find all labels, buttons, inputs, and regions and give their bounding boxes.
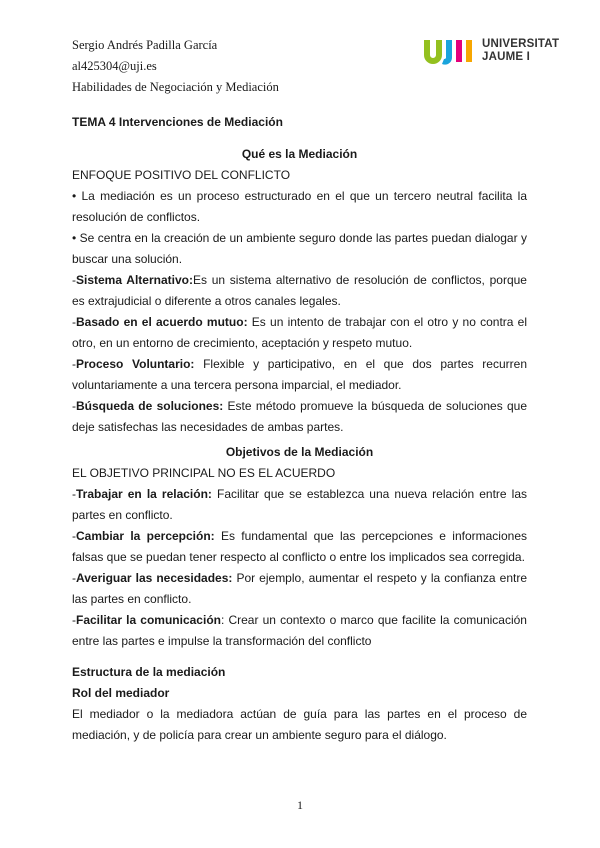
logo-line-1: UNIVERSITAT <box>482 38 560 50</box>
definition-text: Este método promueve la búsqueda de soluciones que deje satisfechas las necesidades de ambas partes. <box>72 399 527 434</box>
definition-item: -Búsqueda de soluciones: Este método promueve la búsqueda de soluciones que deje satisfechas las necesidades de ambas partes. <box>72 399 527 434</box>
page-number: 1 <box>297 798 303 812</box>
objective-item: -Facilitar la comunicación: Crear un contexto o marco que facilite la comunicación entre las partes e impulse la transformación del conflicto <box>72 613 527 648</box>
definition-item: -Sistema Alternativo:Es un sistema alternativo de resolución de conflictos, porque es extrajudicial o diferente a otros canales legales. <box>72 273 527 308</box>
mediator-role-paragraph: El mediador o la mediadora actúan de guía para las partes en el proceso de mediación, y de policía para crear un ambiente seguro para el diálogo. <box>72 707 527 742</box>
objective-text: Es fundamental que las percepciones e informaciones falsas que se puedan tener respecto al conflicto o entre los implicados sea corregida. <box>72 529 527 564</box>
definition-term: Sistema Alternativo: <box>76 273 193 287</box>
objective-text: Facilitar que se establezca una nueva relación entre las partes en conflicto. <box>72 487 527 522</box>
document-body <box>72 114 527 746</box>
section-heading-structure: Estructura de la mediación <box>72 665 226 679</box>
objective-term: Facilitar la comunicación <box>76 613 221 627</box>
bullet-paragraph: • Se centra en la creación de un ambiente seguro donde las partes puedan dialogar y buscar una solución. <box>72 231 527 266</box>
section-subheading: ENFOQUE POSITIVO DEL CONFLICTO <box>72 168 291 182</box>
definition-item: -Proceso Voluntario: Flexible y participativo, en el que dos partes recurren voluntariamente a una tercera persona imparcial, el mediador. <box>72 357 527 392</box>
objective-item: -Trabajar en la relación: Facilitar que se establezca una nueva relación entre las partes en conflicto. <box>72 487 527 522</box>
bullet-paragraph: • La mediación es un proceso estructurado en el que un tercero neutral facilita la resolución de conflictos. <box>72 189 527 224</box>
objective-term: Averiguar las necesidades: <box>76 571 233 585</box>
author-email: al425304@uji.es <box>72 59 157 73</box>
objective-term: Cambiar la percepción: <box>76 529 215 543</box>
objective-item: -Cambiar la percepción: Es fundamental que las percepciones e informaciones falsas que se puedan tener respecto al conflicto o entre los implicados sea corregida. <box>72 529 527 564</box>
university-logo <box>422 36 572 68</box>
subsection-heading-mediator-role: Rol del mediador <box>72 686 170 700</box>
svg-text:UJI: UJI <box>422 36 424 37</box>
definition-term: Basado en el acuerdo mutuo: <box>76 315 248 329</box>
course-name: Habilidades de Negociación y Mediación <box>72 80 279 94</box>
definition-text: Flexible y participativo, en el que dos partes recurren voluntariamente a una tercera persona imparcial, el mediador. <box>72 357 527 392</box>
author-name: Sergio Andrés Padilla García <box>72 38 218 52</box>
logo-wordmark <box>482 38 559 64</box>
objective-term: Trabajar en la relación: <box>76 487 212 501</box>
section-subheading: EL OBJETIVO PRINCIPAL NO ES EL ACUERDO <box>72 466 336 480</box>
definition-term: Búsqueda de soluciones: <box>76 399 224 413</box>
objective-text: : Crear un contexto o marco que facilite la comunicación entre las partes e impulse la transformación del conflicto <box>72 613 527 648</box>
objective-text: Por ejemplo, aumentar el respeto y la confianza entre las partes en conflicto. <box>72 571 527 606</box>
section-heading-mediation: Qué es la Mediación <box>241 147 358 161</box>
logo-line-2: JAUME I <box>482 51 531 63</box>
uji-logo-mark-icon <box>422 36 478 66</box>
section-heading-objectives: Objetivos de la Mediación <box>225 445 374 459</box>
topic-title: TEMA 4 Intervenciones de Mediación <box>72 115 283 129</box>
objective-item: -Averiguar las necesidades: Por ejemplo, aumentar el respeto y la confianza entre las partes en conflicto. <box>72 571 527 606</box>
definition-item: -Basado en el acuerdo mutuo: Es un intento de trabajar con el otro y no contra el otro, en un entorno de crecimiento, aceptación y respeto mutuo. <box>72 315 528 350</box>
definition-term: Proceso Voluntario: <box>76 357 195 371</box>
definition-text: Es un intento de trabajar con el otro y no contra el otro, en un entorno de crecimiento, aceptación y respeto mutuo. <box>72 315 528 350</box>
definition-text: Es un sistema alternativo de resolución de conflictos, porque es extrajudicial o diferente a otros canales legales. <box>72 273 527 308</box>
